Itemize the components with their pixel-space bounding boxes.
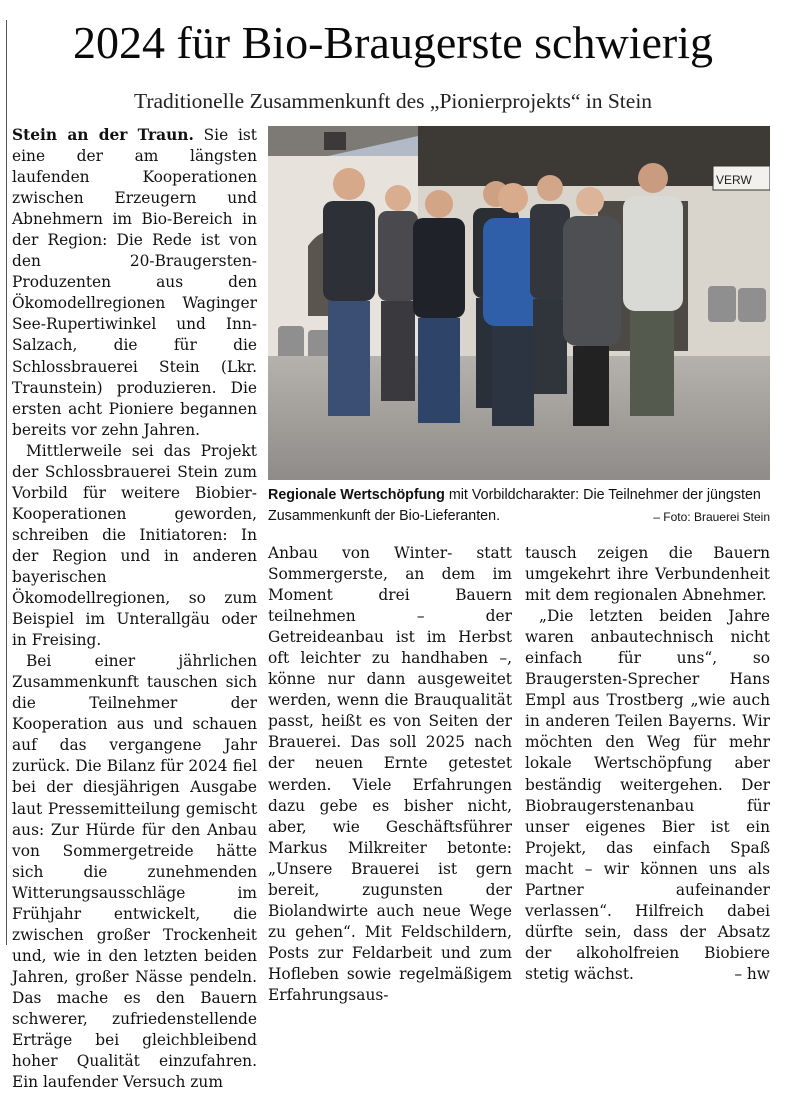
byline: – hw [734,964,770,983]
group-photo [268,126,770,480]
paragraph-2: Mittlerweile sei das Projekt der Schlossbrauerei Stein zum Vorbild für weitere Biobier-Kooperationen geworden, schreiben die Initiatoren: In der Region und in anderen bayerischen Ökomodellregionen, so zum Beispiel im Unterallgäu oder in Freising. [12,441,257,650]
column-rule [6,20,7,945]
person [378,185,418,401]
paragraph-4: Anbau von Winter- statt Sommergerste, an dem im Moment drei Bauern teilnehmen – der Getreideanbau ist im Herbst oft leichter zu handhaben –, könne nur dann ausgeweitet werden, wenn die Brauqualität passt, heißt es von Seiten der Brauerei. Das soll 2025 nach der neuen Ernte getestet werden. Viele Erfahrungen dazu gebe es bisher nicht, aber, wie Geschäftsführer Markus Milkreiter betonte: „Unsere Brauerei ist gern bereit, zugunsten der Biolandwirte auch neue Wege zu gehen“. Mit Feldschildern, Posts zur Feldarbeit und zum Hofleben sowie regelmäßigem Erfahrungsaus- [268,544,512,1004]
paragraph-1 [12,125,257,441]
subheadline: Traditionelle Zusammenkunft des „Pionierprojekts“ in Stein [133,89,653,113]
photo-caption [268,485,770,528]
person [623,163,683,416]
paragraph-3: Bei einer jährlichen Zusammenkunft tauschen sich die Teilnehmer der Kooperation aus und schauen auf das vergangene Jahr zurück. Die Bilanz für 2024 fiel bei der diesjährigen Ausgabe laut Pressemitteilung gemischt aus: Zur Hürde für den Anbau von Sommergetreide hätte sich die zunehmenden Witterungsausschläge im Frühjahr entwickelt, die zwischen großer Trockenheit und, wie in den letzten beiden Jahren, großer Nässe pendeln. Das mache es den Bauern schwerer, zufriedenstellende Erträge bei gleichbleibend hoher Qualität einzufahren. Ein laufender Versuch zum [12,652,257,1092]
paragraph-6 [525,606,770,985]
group-photo-illustration [268,126,770,480]
paragraph-5: tausch zeigen die Bauern umgekehrt ihre Verbundenheit mit dem regionalen Abnehmer. [525,544,770,605]
photo-credit: – Foto: Brauerei Stein [653,510,770,524]
person [413,190,465,423]
paragraph-6-text: „Die letzten beiden Jahre waren anbautechnisch nicht einfach für uns“, so Braugersten-Sprecher Hans Empl aus Trostberg „wie auch in anderen Teilen Bayerns. Wir möchten den Weg für mehr lokale Wertschöpfung aber beständig weitergehen. Der Biobraugerstenanbau für unser eigenes Bier ist ein Projekt, das einfach Spaß macht – wir können uns als Partner aufeinander verlassen“. Hilfreich dabei dürfte sein, dass der Absatz der alkoholfreien Biobiere stetig wächst. [525,607,770,983]
headline: 2024 für Bio-Braugerste schwierig [72,17,713,68]
article-column-2 [268,543,512,1006]
window [324,132,346,150]
article-column-1 [12,125,257,1093]
caption-lead: Regionale Wertschöpfung [268,487,445,503]
article-column-3 [525,543,770,985]
dateline: Stein an der Traun. [12,126,194,144]
person [323,168,375,416]
paragraph-1-text: Sie ist eine der am längsten laufenden Kooperationen zwischen Erzeugern und Abnehmern im Bio-Bereich in der Region: Die Rede ist von den 20-Braugersten-Produzenten aus den Ökomodellregionen Waginger See-Rupertiwinkel und Inn-Salzach, die für die Schlossbrauerei Stein (Lkr. Traunstein) produzieren. Die ersten acht Pioniere begannen bereits vor zehn Jahren. [12,126,257,439]
caption-text: mit Vorbildcharakter: Die Teilnehmer der jüngsten Zusammenkunft der Bio-Lieferanten. [268,487,761,524]
sign-text: VERW [716,173,752,187]
